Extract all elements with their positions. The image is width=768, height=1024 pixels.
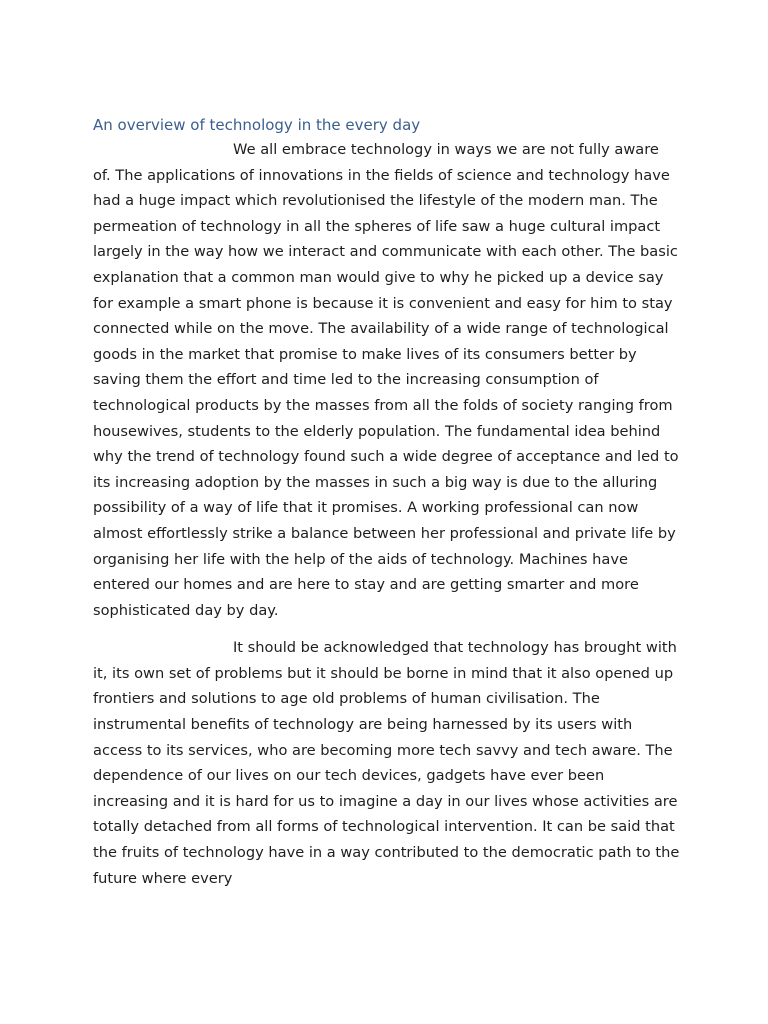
paragraph-2: It should be acknowledged that technology has brought with it, its own set of problems but it should be borne in mind that it also opened up frontiers and solutions to age old problems of human civilisation. The instrumental benefits of technology are being harnessed by its users with access to its services, who are becoming more tech savvy and tech aware. The dependence of our lives on our tech devices, gadgets have ever been increasing and it is hard for us to imagine a day in our lives whose activities are totally detached from all forms of technological intervention. It can be said that the fruits of technology have in a way contributed to the democratic path to the future where every	[93, 639, 680, 887]
document-body	[93, 113, 681, 891]
document-title: An overview of technology in the every day	[93, 116, 421, 134]
paragraph-1: We all embrace technology in ways we are not fully aware of. The applications of innovations in the fields of science and technology have had a huge impact which revolutionised the lifestyle of the modern man. The permeation of technology in all the spheres of life saw a huge cultural impact largely in the way how we interact and communicate with each other. The basic explanation that a common man would give to why he picked up a device say for example a smart phone is because it is convenient and easy for him to stay connected while on the move. The availability of a wide range of technological goods in the market that promise to make lives of its consumers better by saving them the effort and time led to the increasing consumption of technological products by the masses from all the folds of society ranging from housewives, students to the elderly population. The fundamental idea behind why the trend of technology found such a wide degree of acceptance and led to its increasing adoption by the masses in such a big way is due to the alluring possibility of a way of life that it promises. A working professional can now almost effortlessly strike a balance between her professional and private life by organising her life with the help of the aids of technology. Machines have entered our homes and are here to stay and are getting smarter and more sophisticated day by day.	[93, 141, 679, 619]
